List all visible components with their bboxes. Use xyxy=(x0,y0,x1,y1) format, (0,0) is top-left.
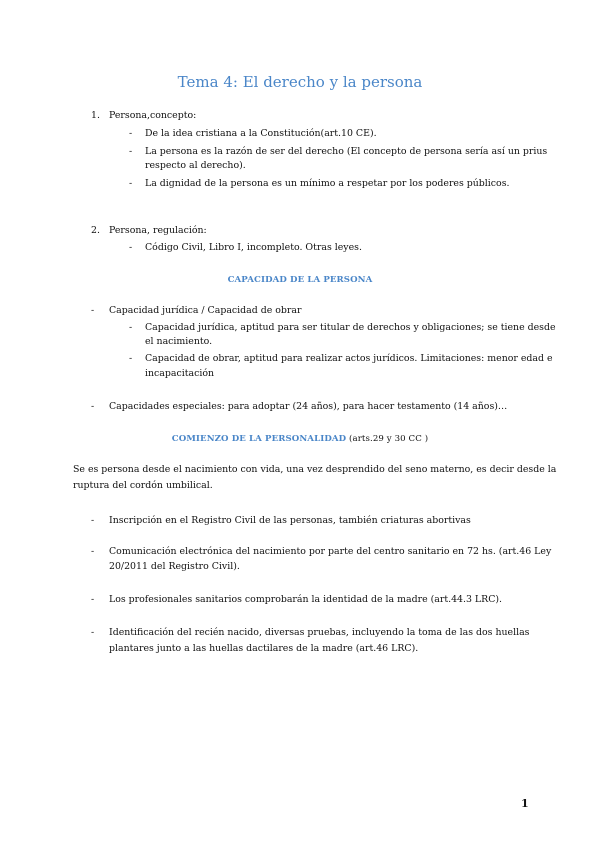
section-heading-comienzo xyxy=(0,434,600,444)
dash-marker: - xyxy=(91,546,95,557)
dash-marker: - xyxy=(129,322,133,333)
capacidad-main: Capacidad jurídica / Capacidad de obrar xyxy=(109,305,302,316)
capacidad-obrar-cont: incapacitación xyxy=(145,368,215,379)
comienzo-bullet-2: Comunicación electrónica del nacimiento por parte del centro sanitario en 72 hs. (art.46 Ley xyxy=(109,546,552,557)
item-1-bullet-2-cont: respecto al derecho). xyxy=(145,160,246,171)
item-1-heading: Persona,concepto: xyxy=(109,110,197,121)
item-1-number: 1. xyxy=(91,110,100,121)
comienzo-paragraph-line-1: Se es persona desde el nacimiento con vida, una vez desprendido del seno materno, es decir desde la xyxy=(73,464,557,475)
comienzo-heading-text: COMIENZO DE LA PERSONALIDAD xyxy=(171,434,347,444)
comienzo-bullet-3: Los profesionales sanitarios comprobarán la identidad de la madre (art.44.3 LRC). xyxy=(109,594,503,605)
item-1-bullet-1: De la idea cristiana a la Constitución(art.10 CE). xyxy=(145,128,377,139)
capacidad-juridica: Capacidad jurídica, aptitud para ser titular de derechos y obligaciones; se tiene desde xyxy=(145,322,556,333)
page-number: 1 xyxy=(521,797,529,810)
item-2-heading: Persona, regulación: xyxy=(109,225,207,236)
item-2-number: 2. xyxy=(91,225,100,236)
comienzo-bullet-4: Identificación del recién nacido, diversas pruebas, incluyendo la toma de las dos huellas xyxy=(109,627,530,638)
dash-marker: - xyxy=(91,627,95,638)
dash-marker: - xyxy=(91,305,95,316)
item-1-bullet-3: La dignidad de la persona es un mínimo a respetar por los poderes públicos. xyxy=(145,178,510,189)
capacidad-obrar: Capacidad de obrar, aptitud para realizar actos jurídicos. Limitaciones: menor edad e xyxy=(145,353,553,364)
dash-marker: - xyxy=(129,242,133,253)
document-title: Tema 4: El derecho y la persona xyxy=(177,73,423,91)
comienzo-bullet-2-cont: 20/2011 del Registro Civil). xyxy=(109,561,240,572)
dash-marker: - xyxy=(129,128,133,139)
dash-marker: - xyxy=(91,515,95,526)
section-heading-capacidad: CAPACIDAD DE LA PERSONA xyxy=(227,275,373,285)
comienzo-paragraph-line-2: ruptura del cordón umbilical. xyxy=(73,480,213,491)
item-2-bullet-1: Código Civil, Libro I, incompleto. Otras leyes. xyxy=(145,242,362,253)
dash-marker: - xyxy=(129,178,133,189)
comienzo-heading-articles: (arts.29 y 30 CC ) xyxy=(346,434,429,444)
dash-marker: - xyxy=(91,401,95,412)
capacidad-juridica-cont: el nacimiento. xyxy=(145,336,213,347)
comienzo-bullet-4-cont: plantares junto a las huellas dactilares de la madre (art.46 LRC). xyxy=(109,643,419,654)
dash-marker: - xyxy=(129,146,133,157)
comienzo-bullet-1: Inscripción en el Registro Civil de las personas, también criaturas abortivas xyxy=(109,515,471,526)
capacidades-especiales: Capacidades especiales: para adoptar (24 años), para hacer testamento (14 años)… xyxy=(109,401,508,412)
dash-marker: - xyxy=(91,594,95,605)
item-1-bullet-2: La persona es la razón de ser del derecho (El concepto de persona sería así un prius xyxy=(145,146,548,157)
dash-marker: - xyxy=(129,353,133,364)
